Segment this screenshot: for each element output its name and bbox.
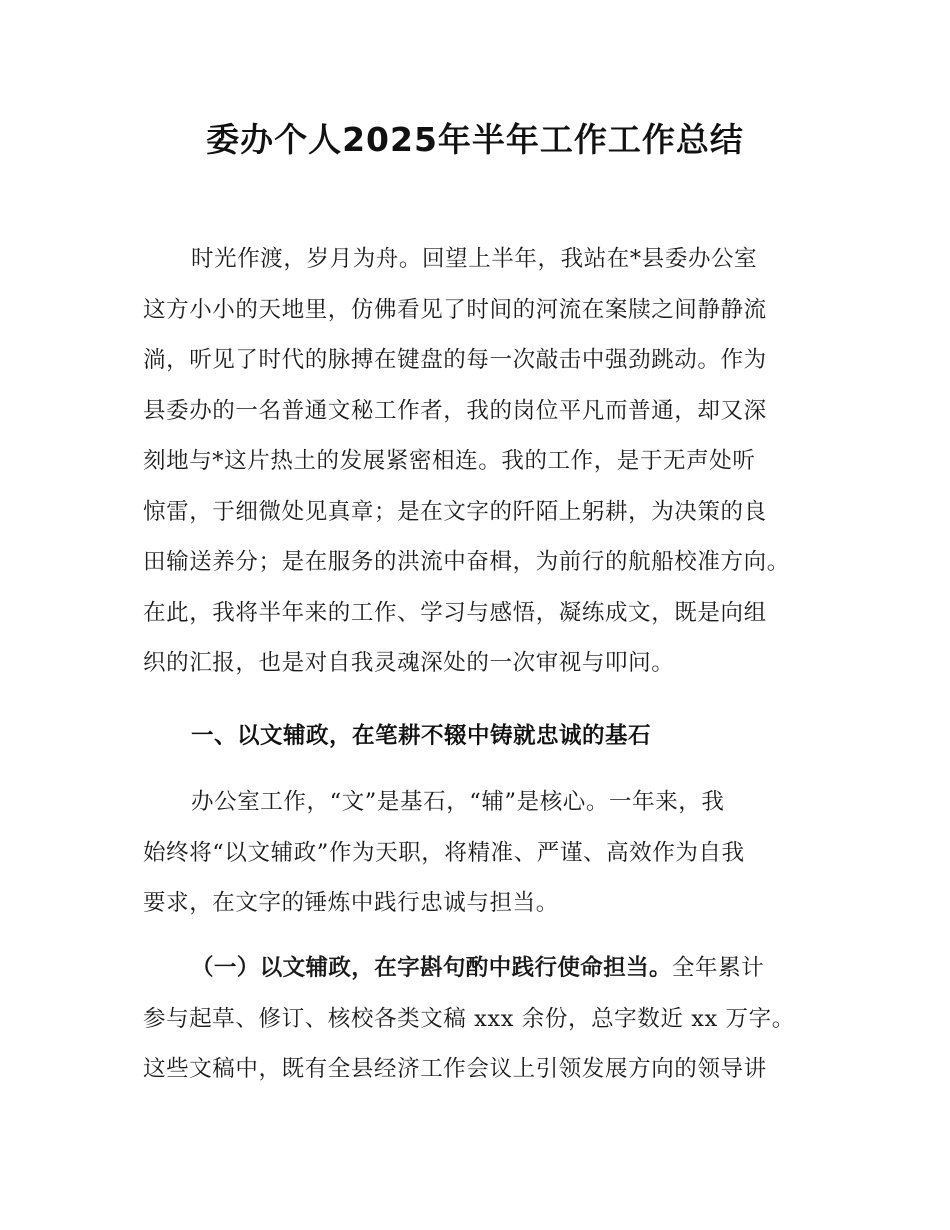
document-title: 委办个人2025年半年工作工作总结 [206, 120, 744, 159]
subsection1-line: 这些文稿中，既有全县经济工作会议上引领发展方向的领导讲 [143, 1056, 767, 1082]
section1-line: 办公室工作，“文”是基石，“辅”是核心。一年来，我 [191, 789, 725, 815]
intro-line: 在此，我将半年来的工作、学习与感悟，凝练成文，既是向组 [143, 599, 767, 626]
intro-line: 时光作渡，岁月为舟。回望上半年，我站在*县委办公室 [191, 246, 758, 272]
intro-line: 县委办的一名普通文秘工作者，我的岗位平凡而普通，却又深 [143, 397, 767, 424]
section1-paragraph [143, 777, 823, 929]
subsection-heading: （一）以文辅政，在字斟句酌中践行使命担当。 [191, 955, 672, 981]
intro-line: 刻地与*这片热土的发展紧密相连。我的工作，是于无声处听 [143, 448, 756, 474]
section1-line: 要求，在文字的锤炼中践行忠诚与担当。 [143, 890, 559, 916]
section-heading: 一、以文辅政，在笔耕不辍中铸就忠诚的基石 [191, 723, 652, 749]
section1-line: 始终将“以文辅政”作为天职，将精准、严谨、高效作为自我 [143, 839, 745, 866]
subsection1-first-line-rest: 全年累计 [671, 955, 765, 981]
subsection1-line: 参与起草、修订、核校各类文稿 xxx 余份，总字数近 xx 万字。 [143, 1005, 795, 1032]
intro-line: 淌，听见了时代的脉搏在键盘的每一次敲击中强劲跳动。作为 [143, 347, 767, 373]
intro-line: 惊雷，于细微处见真章；是在文字的阡陌上躬耕，为决策的良 [143, 498, 767, 525]
intro-paragraph [143, 234, 823, 689]
intro-line: 田输送养分；是在服务的洪流中奋楫，为前行的航船校准方向。 [143, 549, 790, 575]
subsection1-first-line [143, 943, 823, 994]
intro-line: 织的汇报，也是对自我灵魂深处的一次审视与叩问。 [143, 650, 675, 676]
subsection1-paragraph [143, 943, 823, 1095]
intro-line: 这方小小的天地里，仿佛看见了时间的河流在案牍之间静静流 [143, 296, 767, 323]
